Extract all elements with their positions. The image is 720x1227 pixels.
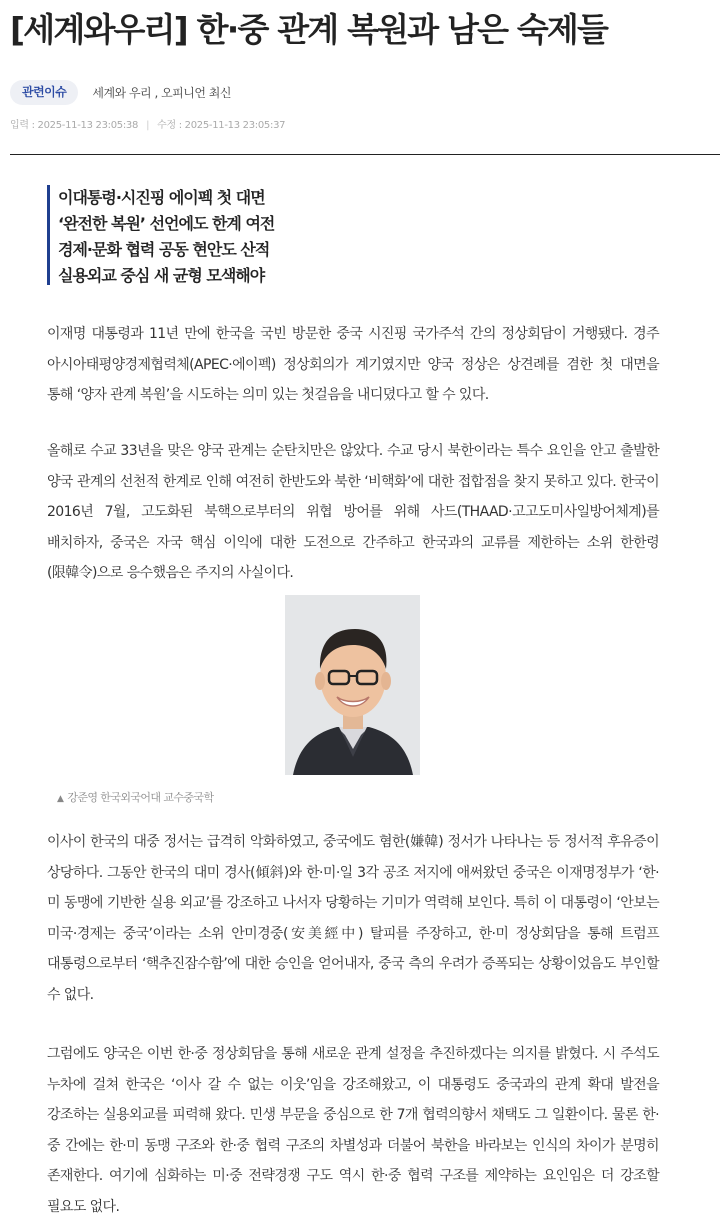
subhead-line: 실용외교 중심 새 균형 모색해야 bbox=[58, 266, 265, 285]
related-issue-badge[interactable]: 관련이슈 bbox=[10, 80, 78, 105]
photo-caption bbox=[57, 789, 213, 805]
input-date: 입력 : 2025-11-13 23:05:38 bbox=[10, 120, 139, 131]
caption-triangle-icon: ▲ bbox=[57, 794, 64, 804]
article-subheads bbox=[47, 185, 274, 285]
body-paragraph: 이사이 한국의 대중 정서는 급격히 악화하였고, 중국에도 혐한(嫌韓) 정서가 나타나는 등 정서적 후유증이 상당하다. 그동안 한국의 대미 경사(傾斜)와 한·미·일 3각 공조 저지에 애써왔던 중국은 이재명정부가 ‘한·미 동맹에 기반한 실용 외교’를 강조하고 나서자 당황하는 기미가 역력해 보인다. 특히 이 대통령이 ‘안보는 미국·경제는 중국’이라는 소위 안미경중(安美經中) 탈피를 주장하고, 한·미 정상회담을 통해 트럼프 대통령으로부터 ‘핵추진잠수함’에 대한 승인을 얻어내자, 중국 측의 우려가 증폭되는 상황이었음도 부인할 수 없다. bbox=[47, 834, 659, 1003]
date-divider: | bbox=[146, 120, 150, 131]
article-dates bbox=[10, 116, 285, 131]
photo-caption-text: 강준영 한국외국어대 교수중국학 bbox=[67, 791, 214, 804]
modified-date: 수정 : 2025-11-13 23:05:37 bbox=[157, 120, 286, 131]
header-divider bbox=[10, 154, 720, 155]
related-issue-row bbox=[10, 80, 231, 105]
subhead-line: ‘완전한 복원’ 선언에도 한계 여전 bbox=[58, 214, 275, 233]
author-photo bbox=[285, 595, 420, 775]
body-paragraph: 이재명 대통령과 11년 만에 한국을 국빈 방문한 중국 시진핑 국가주석 간의 정상회담이 거행됐다. 경주 아시아태평양경제협력체(APEC·에이펙) 정상회의가 계기였지만 양국 정상은 상견례를 겸한 첫 대면을 통해 ‘양자 관계 복원’을 시도하는 의미 있는 첫걸음을 내디뎠다고 할 수 있다. bbox=[47, 326, 659, 403]
subhead-line: 이대통령·시진핑 에이펙 첫 대면 bbox=[58, 188, 265, 207]
author-portrait-image bbox=[285, 595, 420, 775]
body-paragraph: 올해로 수교 33년을 맞은 양국 관계는 순탄치만은 않았다. 수교 당시 북한이라는 특수 요인을 안고 출발한 양국 관계의 선천적 한계로 인해 여전히 한반도와 북한 ‘비핵화’에 대한 접합점을 찾지 못하고 있다. 한국이 2016년 7월, 고도화된 북핵으로부터의 위협 방어를 위해 사드(THAAD·고고도미사일방어체계)를 배치하자, 중국은 자국 핵심 이익에 대한 도전으로 간주하고 한국과의 교류를 제한하는 소위 한한령(限韓令)으로 응수했음은 주지의 사실이다. bbox=[47, 443, 659, 581]
body-paragraph: 그럼에도 양국은 이번 한·중 정상회담을 통해 새로운 관계 설정을 추진하겠다는 의지를 밝혔다. 시 주석도 누차에 걸쳐 한국은 ‘이사 갈 수 없는 이웃’임을 강조해왔고, 이 대통령도 중국과의 관계 확대 발전을 강조하는 실용외교를 피력해 왔다. 민생 부문을 중심으로 한 7개 협력의향서 채택도 그 일환이다. 물론 한·중 간에는 한·미 동맹 구조와 한·중 협력 구조의 차별성과 더불어 북한을 바라보는 인식의 차이가 분명히 존재한다. 여기에 심화하는 미·중 전략경쟁 구도 역시 한·중 협력 구조를 제약하는 요인임은 더 강조할 필요도 없다. bbox=[47, 1046, 659, 1215]
related-issue-links[interactable]: 세계와 우리 , 오피니언 최신 bbox=[92, 86, 231, 100]
subhead-line: 경제·문화 협력 공동 현안도 산적 bbox=[58, 240, 270, 259]
article-title: [세계와우리] 한·중 관계 복원과 남은 숙제들 bbox=[10, 10, 608, 49]
